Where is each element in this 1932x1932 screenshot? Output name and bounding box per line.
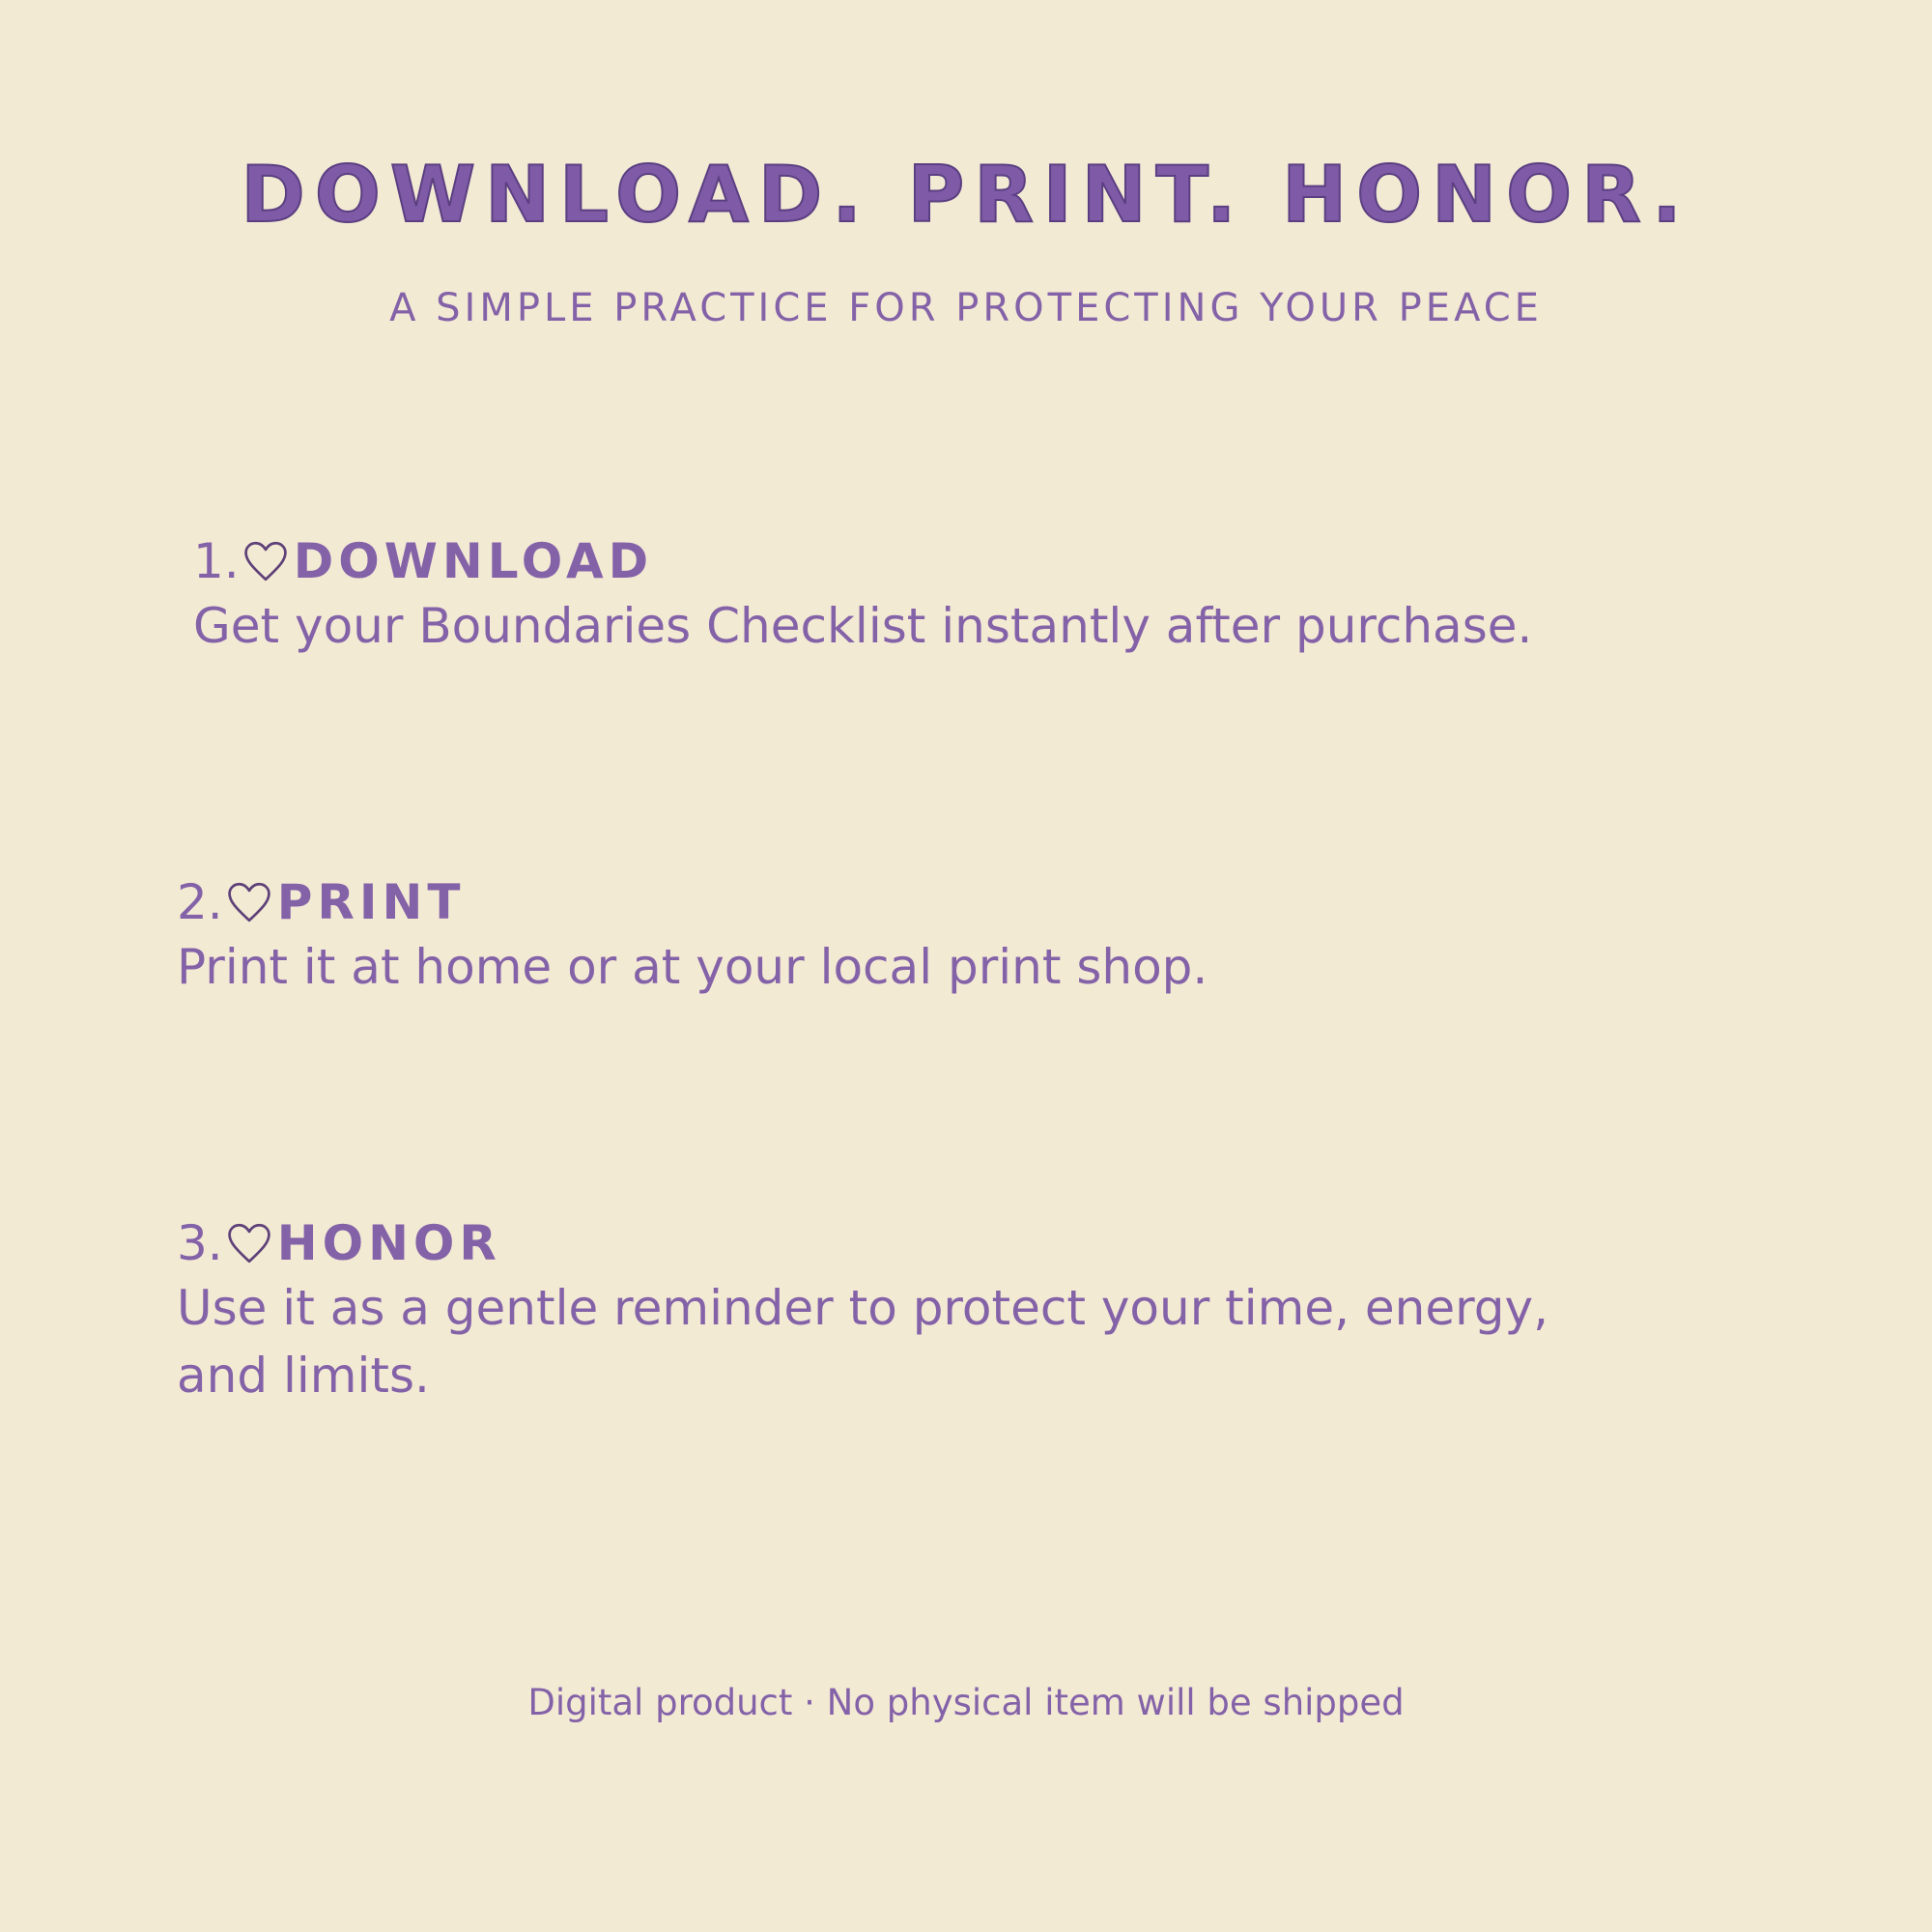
step-description: Print it at home or at your local print shop. xyxy=(177,939,1208,995)
heart-outline-icon xyxy=(225,878,273,926)
step-number: 1. xyxy=(193,533,240,589)
step-heading xyxy=(177,1212,1606,1274)
page-title: DOWNLOAD. PRINT. HONOR. xyxy=(241,150,1691,240)
footer-note: Digital product · No physical item will be shipped xyxy=(527,1682,1405,1723)
step-number: 2. xyxy=(177,874,223,930)
step-number: 3. xyxy=(177,1215,223,1271)
step-label: PRINT xyxy=(276,874,466,930)
page-subtitle: A SIMPLE PRACTICE FOR PROTECTING YOUR PEACE xyxy=(389,286,1543,330)
step-label: DOWNLOAD xyxy=(293,533,654,589)
step-heading xyxy=(177,871,1626,933)
step-heading xyxy=(193,530,1642,592)
heart-outline-icon xyxy=(242,537,290,585)
step-honor xyxy=(177,1212,1606,1409)
step-download xyxy=(193,530,1642,660)
step-description: Get your Boundaries Checklist instantly after purchase. xyxy=(193,598,1533,654)
heart-outline-icon xyxy=(225,1219,273,1267)
step-description: Use it as a gentle reminder to protect your time, energy, and limits. xyxy=(177,1280,1549,1404)
step-print xyxy=(177,871,1626,1001)
step-label: HONOR xyxy=(276,1215,501,1271)
